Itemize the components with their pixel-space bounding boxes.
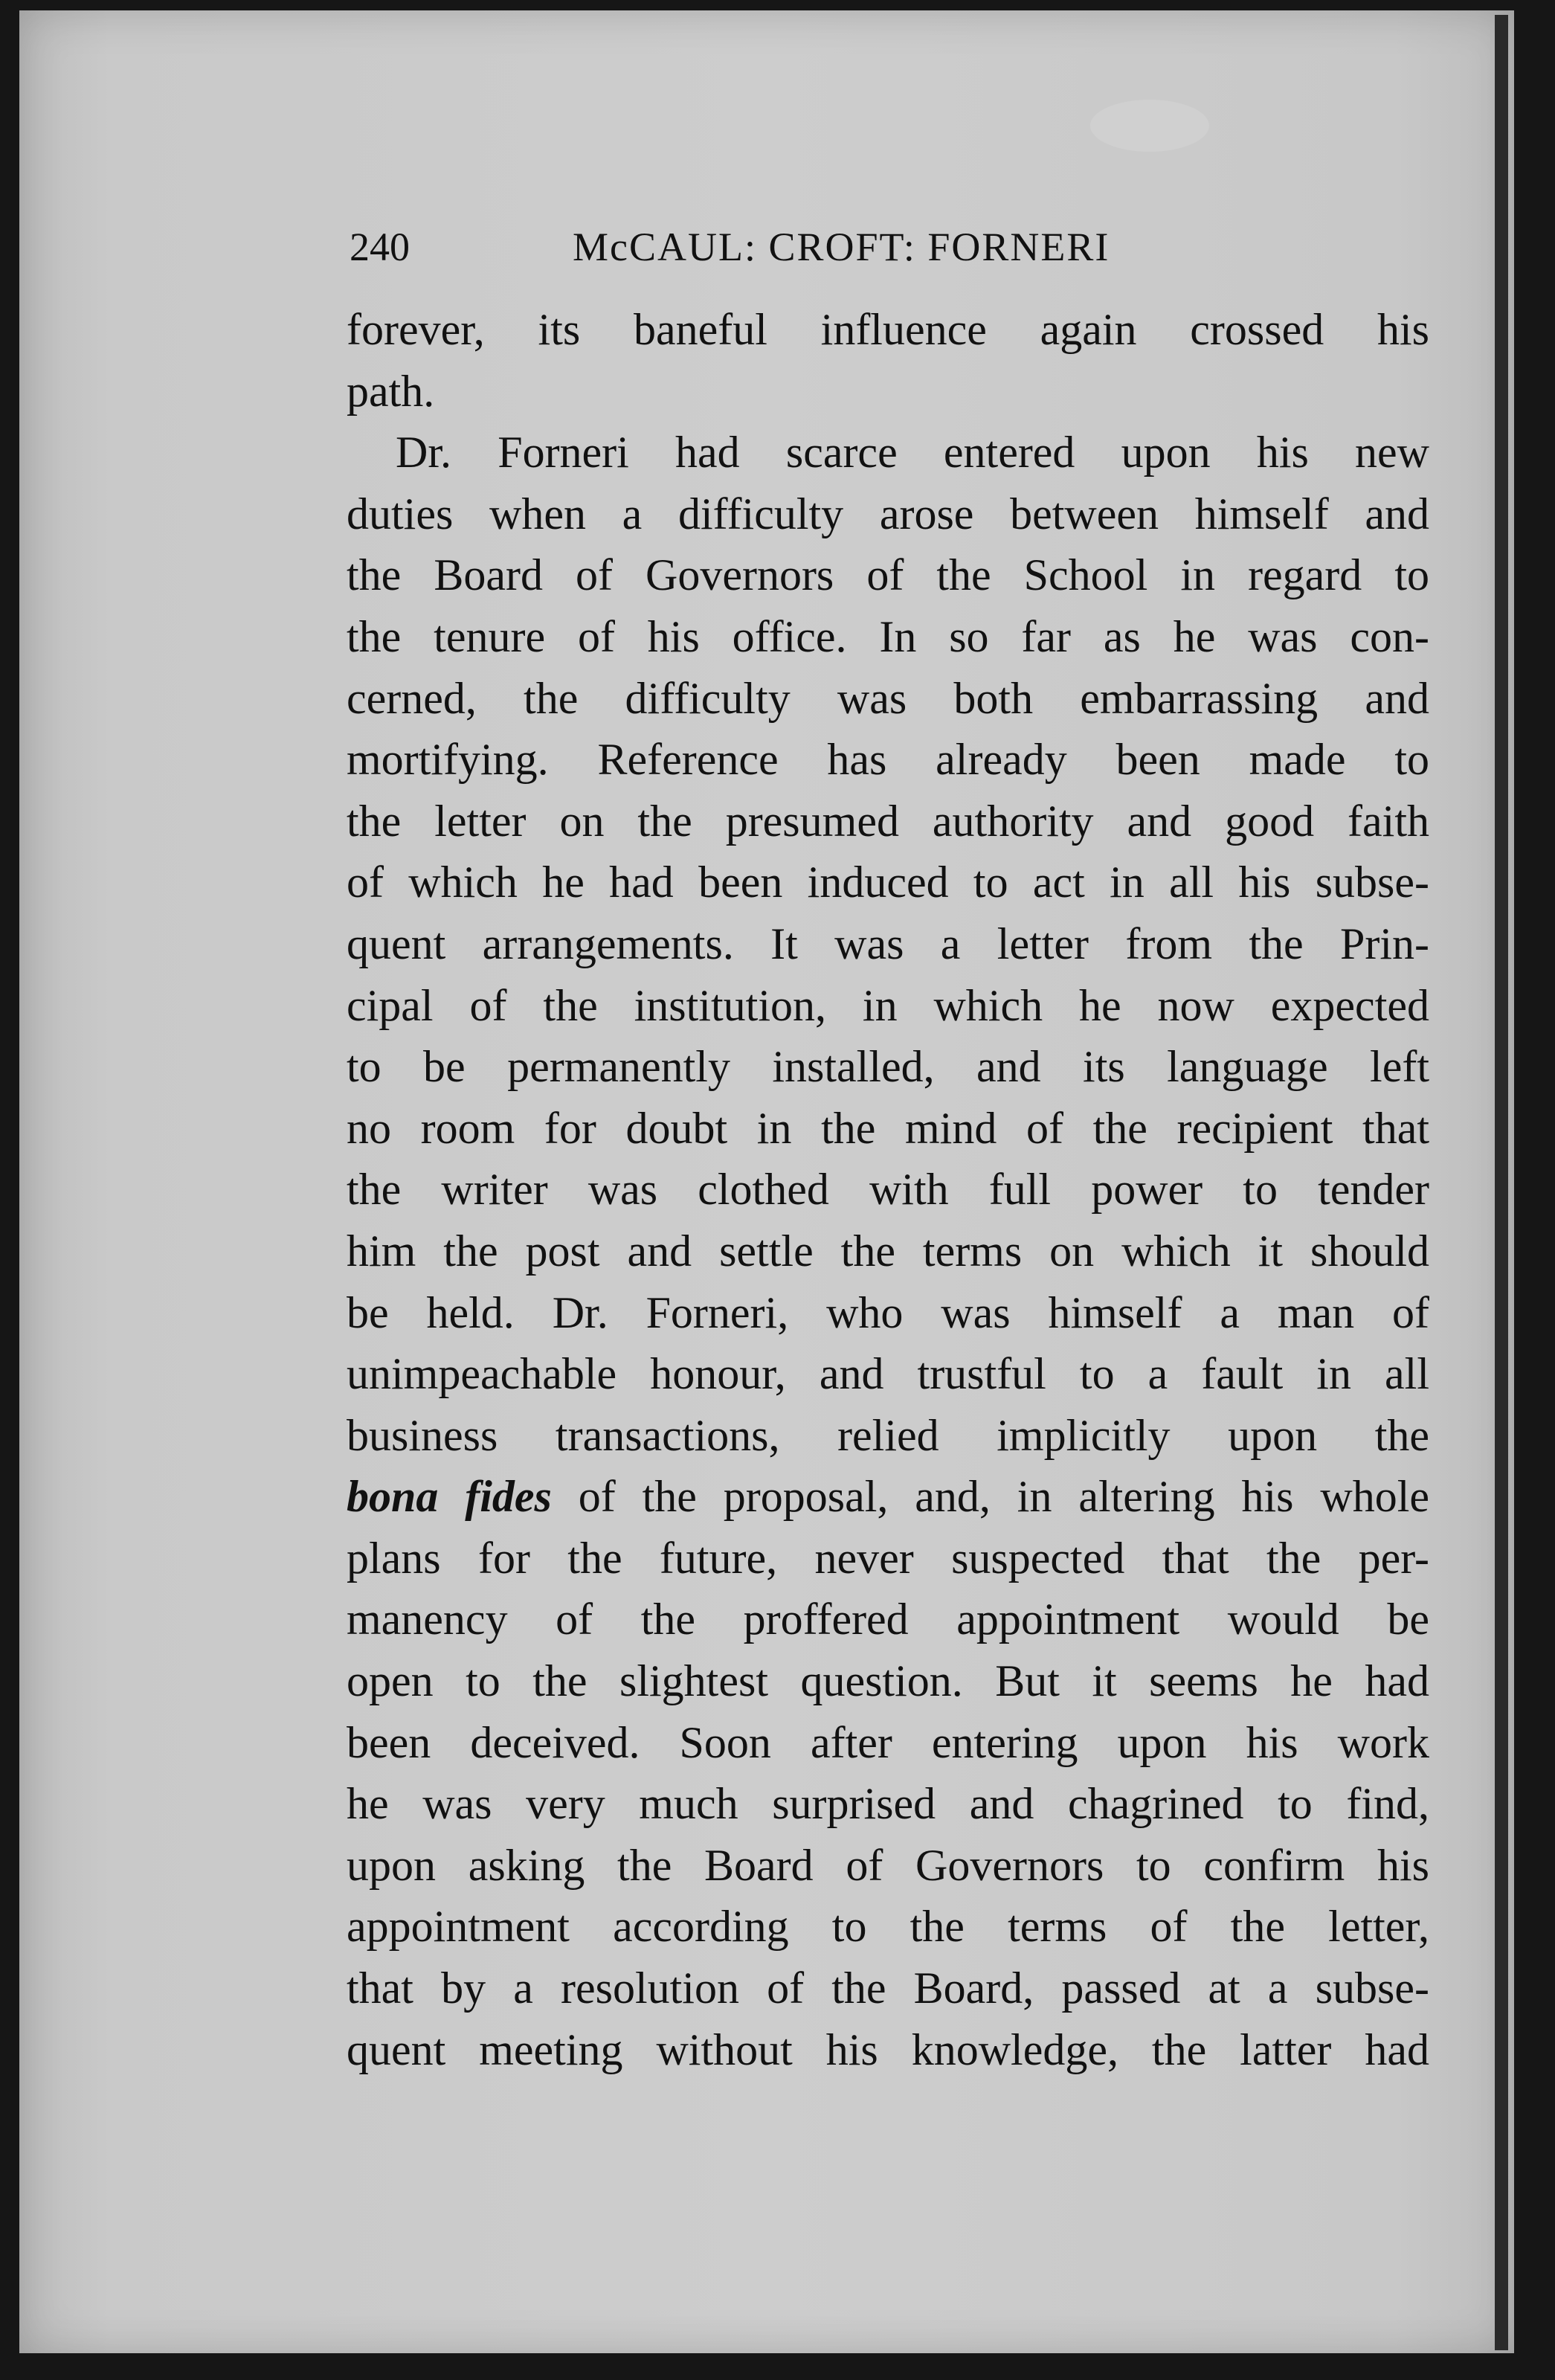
text-line: him the post and settle the terms on which it should (347, 1226, 1429, 1276)
text-line: manency of the proffered appointment would be (347, 1595, 1429, 1644)
paper-blemish (1090, 100, 1209, 152)
line-text: of the proposal, and, in altering his whole (551, 1472, 1429, 1522)
text-line: that by a resolution of the Board, passed at a subse- (347, 1964, 1429, 2013)
text-line: duties when a difficulty arose between himself and (347, 489, 1429, 538)
body-text (347, 299, 1429, 2080)
text-line (347, 1466, 1429, 1528)
text-line: upon asking the Board of Governors to confirm his (347, 1840, 1429, 1890)
text-line: open to the slightest question. But it seems he had (347, 1656, 1429, 1706)
text-line: quent arrangements. It was a letter from the Prin- (347, 919, 1429, 968)
text-line: the Board of Governors of the School in regard to (347, 550, 1429, 600)
page-number: 240 (350, 225, 410, 269)
text-line: cipal of the institution, in which he now expected (347, 980, 1429, 1030)
text-line: Dr. Forneri had scarce entered upon his new (396, 428, 1429, 477)
text-line: been deceived. Soon after entering upon his work (347, 1717, 1429, 1767)
running-head (350, 217, 1428, 277)
running-head-title: McCAUL: CROFT: FORNERI (573, 225, 1110, 269)
text-line: path. (347, 366, 435, 416)
page-edge-shadow (1495, 15, 1508, 2350)
text-line: be held. Dr. Forneri, who was himself a man of (347, 1287, 1429, 1337)
text-line: he was very much surprised and chagrined to find, (347, 1779, 1429, 1829)
text-line: of which he had been induced to act in all his subse- (347, 858, 1429, 907)
text-line: the tenure of his office. In so far as he was con- (347, 611, 1429, 661)
text-line: the writer was clothed with full power to tender (347, 1165, 1429, 1215)
text-line: quent meeting without his knowledge, the latter had (347, 2024, 1429, 2074)
text-line: unimpeachable honour, and trustful to a fault in all (347, 1349, 1429, 1399)
text-line: no room for doubt in the mind of the recipient that (347, 1103, 1429, 1153)
text-line: forever, its baneful influence again crossed his (347, 305, 1429, 354)
text-line: business transactions, relied implicitly upon the (347, 1410, 1429, 1460)
text-line: cerned, the difficulty was both embarrassing and (347, 673, 1429, 723)
text-line: mortifying. Reference has already been made to (347, 735, 1429, 785)
text-line: to be permanently installed, and its language left (347, 1042, 1429, 1092)
text-line: plans for the future, never suspected that the per- (347, 1533, 1429, 1583)
italic-phrase: bona fides (347, 1472, 552, 1522)
text-line: appointment according to the terms of the letter, (347, 1902, 1429, 1952)
text-line: the letter on the presumed authority and good faith (347, 796, 1429, 846)
